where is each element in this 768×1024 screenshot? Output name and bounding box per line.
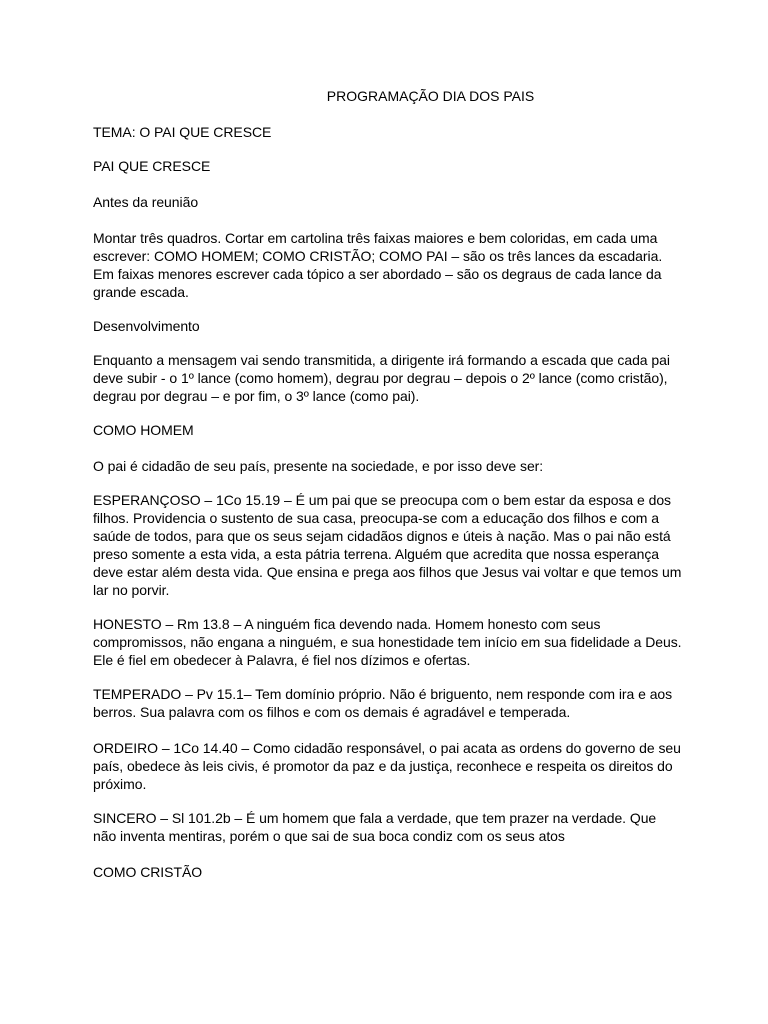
body-paragraph: TEMPERADO – Pv 15.1– Tem domínio próprio. Não é briguento, nem responde com ira e aos berros. Sua palavra com os filhos e com os demais é agradável e temperada. bbox=[93, 686, 673, 720]
body-paragraph: HONESTO – Rm 13.8 – A ninguém fica devendo nada. Homem honesto com seus compromissos, não engana a ninguém, e sua honestidade tem início em sua fidelidade a Deus. Ele é fiel em obedecer à Palavra, é fiel nos dízimos e ofertas. bbox=[93, 616, 682, 668]
body-paragraph: O pai é cidadão de seu país, presente na sociedade, e por isso deve ser: bbox=[93, 458, 544, 474]
section-heading: Antes da reunião bbox=[93, 194, 199, 210]
theme-line: TEMA: O PAI QUE CRESCE bbox=[93, 124, 272, 140]
section-heading: PAI QUE CRESCE bbox=[93, 158, 211, 174]
body-paragraph: Montar três quadros. Cortar em cartolina três faixas maiores e bem coloridas, em cada uma escrever: COMO HOMEM; COMO CRISTÃO; COMO PAI – são os três lances da escadaria. Em faixas menores escrever cada tópico a ser abordado – são os degraus de cada lance da grande escada. bbox=[93, 230, 663, 300]
section-heading: COMO CRISTÃO bbox=[93, 864, 203, 880]
body-paragraph: ORDEIRO – 1Co 14.40 – Como cidadão responsável, o pai acata as ordens do governo de seu país, obedece às leis civis, é promotor da paz e da justiça, reconhece e respeita os direitos do próximo. bbox=[93, 740, 681, 792]
body-paragraph: ESPERANÇOSO – 1Co 15.19 – É um pai que se preocupa com o bem estar da esposa e dos filhos. Providencia o sustento de sua casa, preocupa-se com a educação dos filhos e com a saúde de todos, para que os seus sejam cidadãos dignos e úteis à nação. Mas o pai não está preso somente a esta vida, a esta pátria terrena. Alguém que acredita que nossa esperança deve estar além desta vida. Que ensina e prega aos filhos que Jesus vai voltar e que temos um lar no porvir. bbox=[93, 492, 682, 598]
section-heading: COMO HOMEM bbox=[93, 422, 194, 438]
section-heading: Desenvolvimento bbox=[93, 318, 200, 334]
document-title: PROGRAMAÇÃO DIA DOS PAIS bbox=[326, 88, 535, 104]
body-paragraph: Enquanto a mensagem vai sendo transmitida, a dirigente irá formando a escada que cada pai deve subir - o 1º lance (como homem), degrau por degrau – depois o 2º lance (como cristão), degrau por degrau – e por fim, o 3º lance (como pai). bbox=[93, 352, 670, 404]
body-paragraph: SINCERO – Sl 101.2b – É um homem que fala a verdade, que tem prazer na verdade. Que não inventa mentiras, porém o que sai de sua boca condiz com os seus atos bbox=[93, 810, 657, 844]
